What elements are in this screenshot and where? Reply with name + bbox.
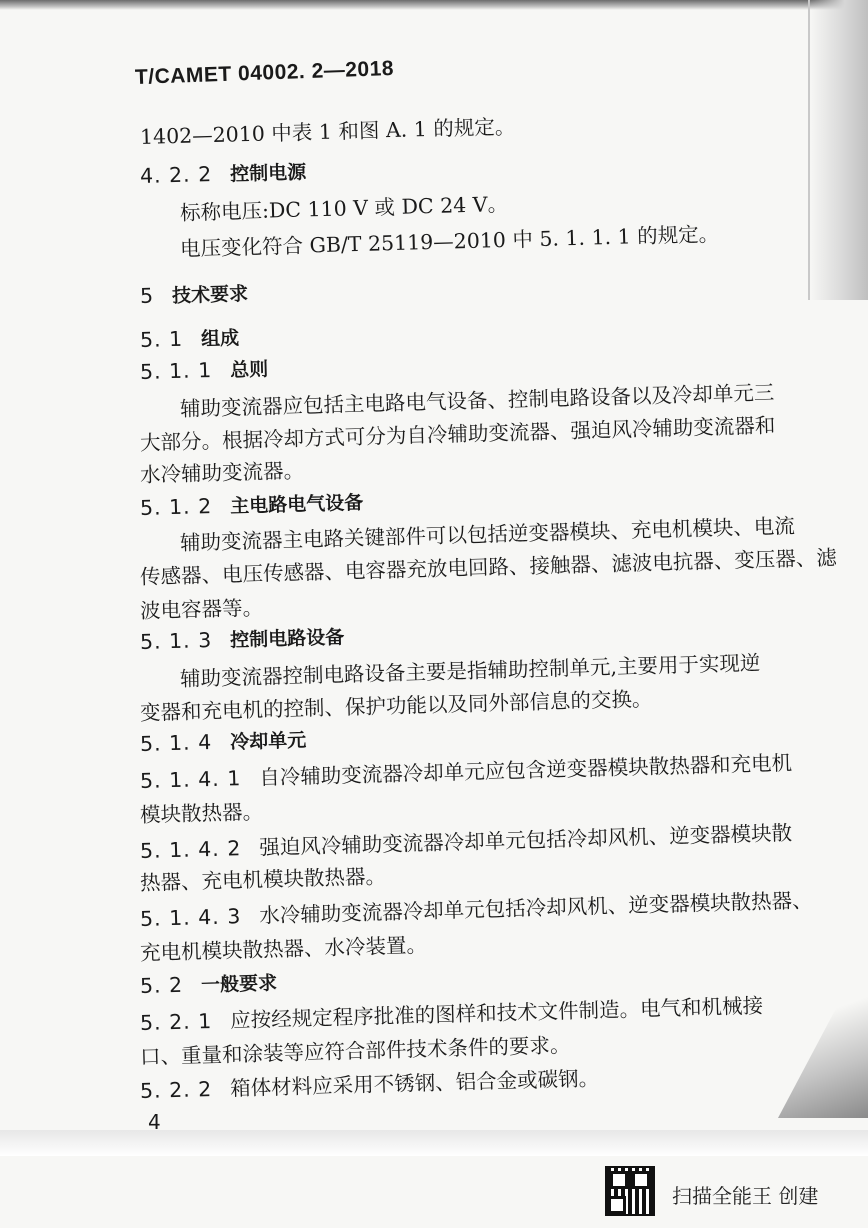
- clause-number: 5. 1. 4. 3: [139, 904, 242, 931]
- page-corner-fold: [778, 948, 868, 1118]
- section-number: 5. 2: [139, 972, 184, 998]
- section-number: 5. 1. 1: [139, 357, 213, 384]
- clause-text: 强迫风冷辅助变流器冷却单元包括冷却风机、逆变器模块散: [258, 820, 793, 860]
- text-line: 辅助变流器控制电路设备主要是指辅助控制单元,主要用于实现逆: [179, 650, 761, 691]
- text-line: 大部分。根据冷却方式可分为自冷辅助变流器、强迫风冷辅助变流器和: [139, 413, 776, 455]
- scan-bottom-edge: [0, 1130, 868, 1156]
- section-heading-5-1-3: [140, 622, 345, 655]
- section-heading-5-2: [140, 968, 278, 999]
- text-line: 模块散热器。: [139, 799, 264, 827]
- section-number: 5. 1. 4: [139, 729, 213, 756]
- document-id: T/CAMET 04002. 2—2018: [134, 56, 395, 89]
- section-title: 一般要求: [200, 972, 278, 997]
- clause-number: 5. 2. 2: [139, 1076, 213, 1103]
- text-line: 水冷辅助变流器。: [139, 458, 305, 487]
- section-heading-5-1-1: [140, 354, 269, 385]
- text-line: 电压变化符合 GB/T 25119—2010 中 5. 1. 1. 1 的规定。: [179, 221, 720, 261]
- section-heading-5-1: [140, 323, 240, 353]
- text-line: 充电机模块散热器、水冷装置。: [139, 932, 428, 965]
- clause-number: 5. 1. 4. 1: [139, 766, 242, 793]
- section-title: 总则: [229, 358, 269, 382]
- clause-text: 自冷辅助变流器冷却单元应包含逆变器模块散热器和充电机: [258, 750, 793, 790]
- text-line: 热器、充电机模块散热器。: [139, 864, 387, 895]
- section-number: 5. 1. 2: [139, 493, 213, 520]
- section-title: 技术要求: [171, 282, 249, 308]
- section-number: 5. 1: [139, 326, 184, 352]
- section-number: 5: [139, 283, 155, 308]
- text-line: 1402—2010 中表 1 和图 A. 1 的规定。: [139, 114, 516, 149]
- section-heading-5-1-4: [140, 725, 307, 757]
- text-line: 辅助变流器主电路关键部件可以包括逆变器模块、充电机模块、电流: [179, 513, 796, 555]
- section-title: 主电路电气设备: [229, 491, 364, 518]
- clause-text: 箱体材料应采用不锈钢、铝合金或碳钢。: [229, 1066, 600, 1101]
- text-line: 标称电压:DC 110 V 或 DC 24 V。: [179, 191, 509, 225]
- text-line: 口、重量和涂装等应符合部件技术条件的要求。: [139, 1032, 571, 1069]
- section-title: 控制电源: [229, 161, 307, 186]
- section-title: 组成: [200, 327, 240, 351]
- section-heading-4-2-2: [140, 157, 307, 189]
- section-heading-5: [140, 279, 249, 309]
- text-line: 辅助变流器应包括主电路电气设备、控制电路设备以及冷却单元三: [179, 380, 775, 421]
- qr-finder-pattern: [608, 1196, 626, 1214]
- section-heading-5-1-2: [140, 488, 364, 521]
- section-title: 冷却单元: [229, 729, 307, 754]
- text-line: 传感器、电压传感器、电容器充放电回路、接触器、滤波电抗器、变压器、滤: [139, 545, 838, 589]
- scan-top-edge: [0, 0, 868, 10]
- section-title: 控制电路设备: [229, 626, 345, 652]
- section-number: 4. 2. 2: [139, 161, 213, 188]
- section-number: 5. 1. 3: [139, 627, 213, 654]
- clause-number: 5. 1. 4. 2: [139, 836, 242, 863]
- clause-number: 5. 2. 1: [139, 1008, 213, 1035]
- text-line: 波电容器等。: [139, 595, 264, 623]
- clause-text: 水冷辅助变流器冷却单元包括冷却风机、逆变器模块散热器、: [258, 888, 813, 928]
- text-line: 变器和充电机的控制、保护功能以及同外部信息的交换。: [139, 686, 653, 725]
- scan-right-shadow: [810, 0, 868, 300]
- clause-text: 应按经规定程序批准的图样和技术文件制造。电气和机械接: [229, 993, 764, 1033]
- scanner-watermark: 扫描全能王 创建: [672, 1184, 819, 1208]
- page-number: 4: [148, 1110, 161, 1134]
